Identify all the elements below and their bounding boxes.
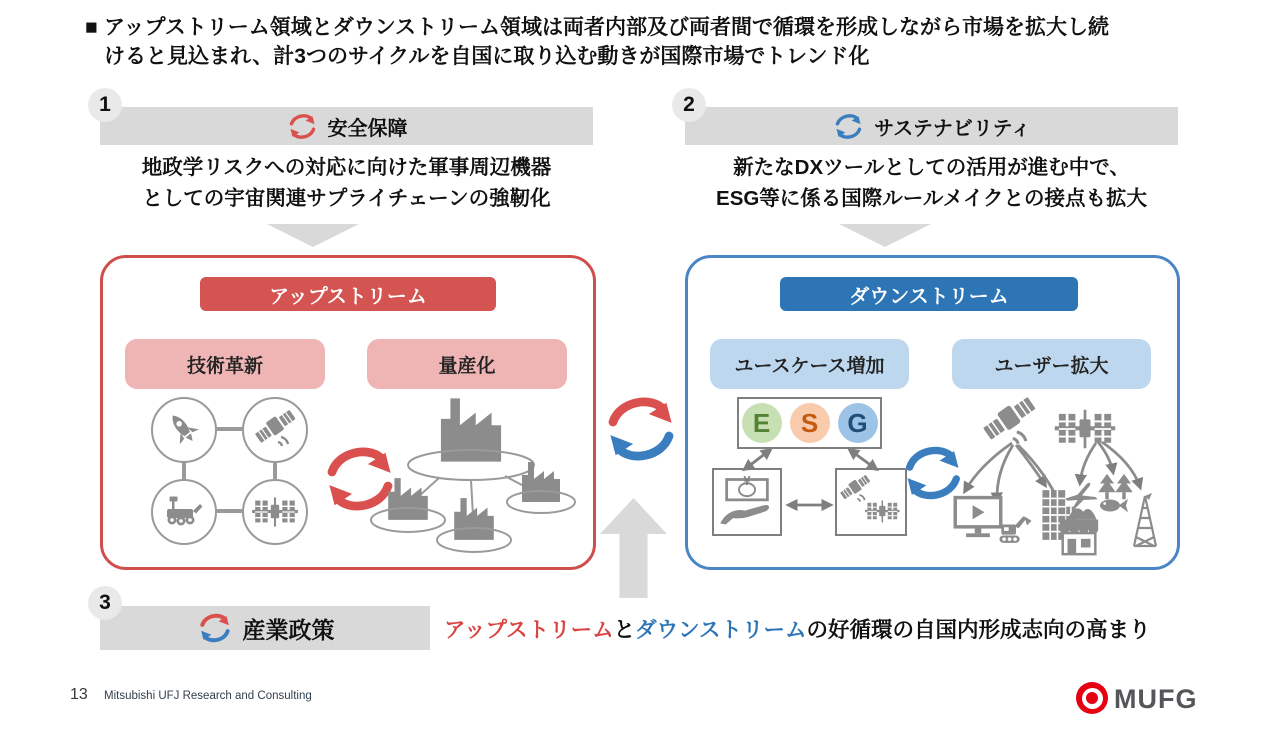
esg-s-circle: S <box>790 403 830 443</box>
cycle-1-bar <box>100 107 593 145</box>
blue-cycle-icon <box>832 110 865 143</box>
upstream-item-mass-production: 量産化 <box>367 339 567 389</box>
upstream-item-innovation: 技術革新 <box>125 339 325 389</box>
bottom-message-upstream: アップストリーム <box>444 617 614 642</box>
oil-derrick-icon <box>1130 492 1160 550</box>
cycle-3-bar <box>100 606 430 650</box>
mufg-logo-ring <box>1082 688 1103 709</box>
down-triangle-left <box>267 224 359 247</box>
cycle-1-desc-line2: としての宇宙関連サプライチェーンの強靭化 <box>142 187 551 210</box>
rover-circle <box>151 479 217 545</box>
rover-icon <box>160 488 208 536</box>
red-blue-cycle-icon <box>599 387 683 471</box>
satellite-icon <box>251 406 299 454</box>
rocket-circle <box>151 397 217 463</box>
company-name: Mitsubishi UFJ Research and Consulting <box>104 690 312 702</box>
bottom-message-connector: と <box>613 617 636 642</box>
excavator-icon <box>994 508 1038 552</box>
cycle-2-bar <box>685 107 1178 145</box>
red-blue-cycle-icon <box>196 609 234 647</box>
slide-title <box>85 13 1215 71</box>
bottom-message <box>444 606 1151 650</box>
cycle-3-label: 産業政策 <box>242 616 335 643</box>
bottom-message-downstream: ダウンストリーム <box>635 617 807 642</box>
downstream-item-use-cases: ユースケース増加 <box>710 339 909 389</box>
esg-g-circle: G <box>838 403 878 443</box>
rocket-icon <box>155 401 214 460</box>
down-triangle-right <box>839 224 931 247</box>
fish-icon <box>1098 496 1130 515</box>
factory-network-icon <box>365 392 595 562</box>
mufg-logo-text: MUFG <box>1114 684 1198 714</box>
space-station-icon <box>250 487 300 537</box>
cycle-1-number: 1 <box>88 88 122 122</box>
esg-e-circle: E <box>742 403 782 443</box>
up-block-arrow <box>600 498 667 598</box>
cluster-connector <box>216 427 243 431</box>
title-bullet: ■ <box>85 16 98 39</box>
title-line-1: アップストリーム領域とダウンストリーム領域は両者内部及び両者間で循環を形成しながら市場を拡大し続 <box>104 16 1110 39</box>
cycle-3-number: 3 <box>88 586 122 620</box>
cycle-2-desc-line1: 新たなDXツールとしての活用が進む中で、 <box>733 156 1130 179</box>
title-line-2: けると見込まれ、計3つのサイクルを自国に取り込む動きが国際市場でトレンド化 <box>104 45 870 68</box>
downstream-header: ダウンストリーム <box>780 277 1078 311</box>
cluster-connector <box>216 509 243 513</box>
red-cycle-icon <box>286 110 319 143</box>
mufg-logo-icon <box>1076 682 1108 714</box>
store-icon <box>1056 512 1102 558</box>
mufg-logo-core <box>1086 692 1098 704</box>
bottom-message-rest: の好循環の自国内形成志向の高まり <box>806 617 1151 642</box>
page-number: 13 <box>70 686 88 703</box>
cycle-2-desc-line2: ESG等に係る国際ルールメイクとの接点も拡大 <box>716 187 1147 210</box>
cluster-connector <box>273 462 277 480</box>
cycle-1-label: 安全保障 <box>327 117 408 140</box>
satellite-circle <box>242 397 308 463</box>
cycle-2-number: 2 <box>672 88 706 122</box>
upstream-header: アップストリーム <box>200 277 496 311</box>
currency-symbol: ¥ <box>743 473 751 488</box>
cycle-2-label: サステナビリティ <box>874 117 1031 140</box>
cycle-2-description <box>685 152 1178 214</box>
cycle-1-description <box>100 152 593 214</box>
downstream-item-user-growth: ユーザー拡大 <box>952 339 1151 389</box>
cycle-1-desc-line1: 地政学リスクへの対応に向けた軍事周辺機器 <box>141 156 552 179</box>
space-station-circle <box>242 479 308 545</box>
cluster-connector <box>182 462 186 480</box>
